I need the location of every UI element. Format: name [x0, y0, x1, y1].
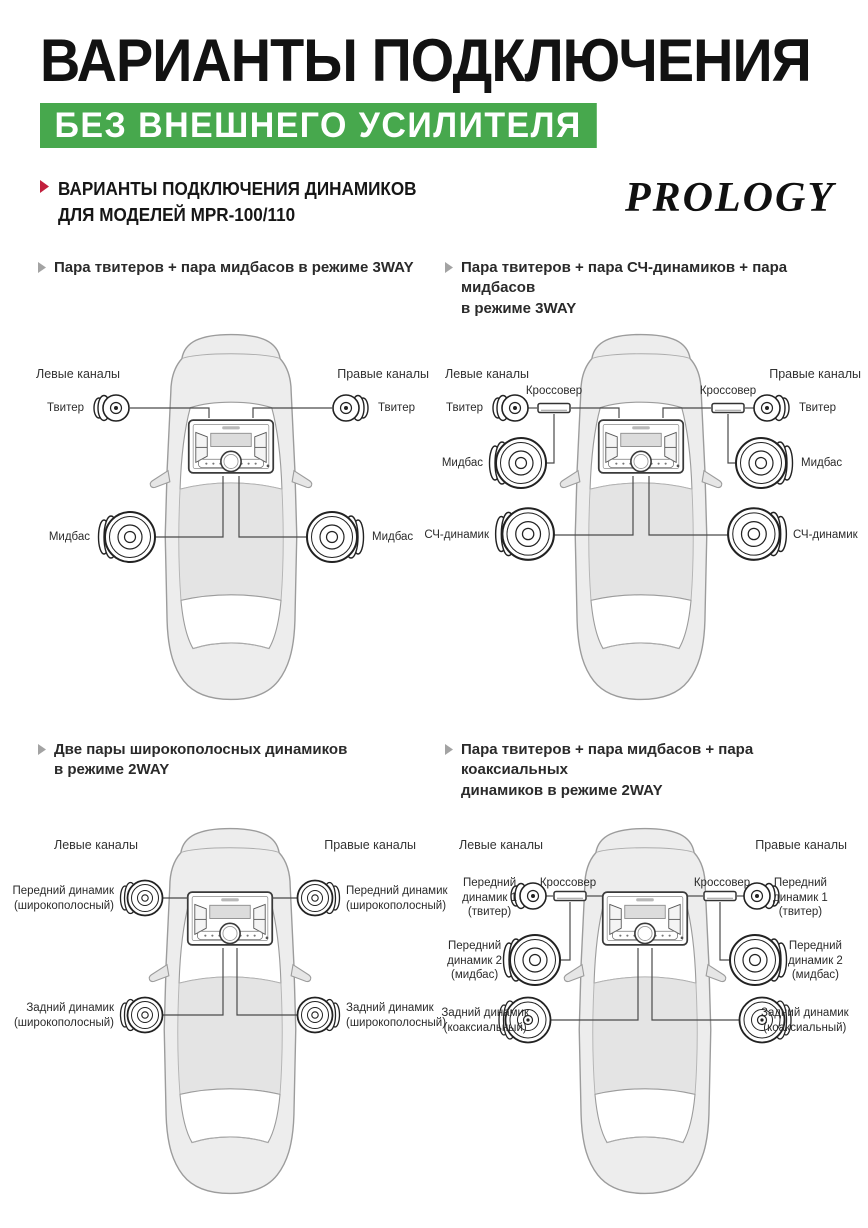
fullrange-speaker-rear — [298, 998, 340, 1033]
section-line1: ВАРИАНТЫ ПОДКЛЮЧЕНИЯ ДИНАМИКОВ — [58, 179, 417, 199]
head-unit — [188, 892, 272, 945]
rear-label-line1: Задний динамик — [346, 1002, 434, 1014]
rear-label-line1: Задний динамик — [26, 1002, 114, 1014]
diagram-q4 — [441, 812, 865, 1212]
crossover-box — [538, 404, 570, 413]
crossover-box — [712, 404, 744, 413]
rear-label-right — [761, 1006, 849, 1035]
midbass-speaker — [490, 438, 547, 488]
diagram-q3 — [12, 812, 448, 1212]
q1-heading — [38, 258, 433, 278]
midrange-label-left: СЧ-динамик — [424, 529, 489, 541]
crossover-box — [554, 892, 586, 901]
rear-line2: (коаксиальный) — [763, 1021, 847, 1034]
car-top-view — [150, 335, 311, 700]
brand-logo: PROLOGY — [625, 175, 835, 221]
midbass-label-right: Мидбас — [372, 531, 414, 543]
crossover-label-left: Кроссовер — [525, 385, 583, 397]
rear-label-line2: (широкополосный) — [346, 1016, 447, 1029]
rear-speaker-label-right — [346, 1001, 446, 1030]
front2-line2: динамик 2 — [788, 954, 843, 967]
crossover-label-right: Кроссовер — [693, 877, 751, 889]
midbass-label-left: Мидбас — [441, 457, 483, 469]
diagram-q2 — [424, 318, 865, 718]
front-label-line2: (широкополосный) — [13, 899, 114, 912]
left-channels-label: Левые каналы — [459, 838, 544, 852]
fullrange-speaker-front — [121, 881, 163, 916]
front1-line1: Передний — [773, 877, 827, 889]
midbass-speaker — [730, 935, 787, 985]
front2-line1: Передний — [448, 940, 502, 952]
front2-line3: (мидбас) — [791, 969, 839, 982]
rear-label-line2: (широкополосный) — [13, 1016, 114, 1029]
front1-line1: Передний — [463, 877, 517, 889]
tweeter-label-left: Твитер — [47, 402, 84, 414]
gray-arrow-icon — [445, 744, 453, 755]
car-top-view — [149, 829, 310, 1194]
head-unit — [599, 420, 683, 473]
front1-line2: динамик 1 — [462, 891, 517, 904]
front1-line2: динамик 1 — [773, 891, 828, 904]
tweeter-label-right: Твитер — [378, 402, 415, 414]
front-label-line2: (широкополосный) — [346, 899, 447, 912]
fullrange-speaker-rear — [121, 998, 163, 1033]
q3-title-line1: Две пары широкополосных динамиков — [54, 741, 348, 758]
q4-heading — [445, 740, 860, 801]
tweeter-label-left: Твитер — [446, 402, 483, 414]
crossover-label-right: Кроссовер — [699, 385, 757, 397]
midbass-label-left: Мидбас — [48, 531, 90, 543]
q2-title-line1: Пара твитеров + пара СЧ-динамиков + пара мидбасов — [461, 259, 788, 297]
midrange-speaker — [496, 508, 554, 560]
tweeter-speaker — [333, 395, 368, 421]
front-label-line1: Передний динамик — [12, 885, 114, 897]
front-speaker-label-right — [346, 884, 448, 913]
tweeter-speaker — [493, 395, 528, 421]
gray-arrow-icon — [38, 744, 46, 755]
midbass-speaker — [99, 512, 156, 562]
q3-heading — [38, 740, 433, 781]
section-line2: ДЛЯ МОДЕЛЕЙ MPR-100/110 — [58, 205, 296, 226]
q2-heading — [445, 258, 860, 319]
front1-label-right — [773, 876, 828, 920]
front2-line1: Передний — [788, 940, 842, 952]
right-channels-label: Правые каналы — [769, 367, 861, 381]
front1-line3: (твитер) — [778, 906, 823, 919]
front-label-line1: Передний динамик — [346, 885, 448, 897]
fullrange-speaker-front — [298, 881, 340, 916]
head-unit — [603, 892, 687, 945]
tweeter-speaker — [754, 395, 789, 421]
diagram-q1 — [30, 318, 435, 718]
front2-line3: (мидбас) — [450, 969, 499, 982]
section-heading — [40, 176, 435, 228]
right-channels-label: Правые каналы — [324, 838, 416, 852]
rear-line1: Задний динамик — [441, 1007, 529, 1019]
front2-label-right — [788, 939, 843, 983]
front2-line2: динамик 2 — [447, 954, 502, 967]
rear-label-left — [441, 1006, 529, 1035]
front1-label-left — [462, 876, 517, 920]
left-channels-label: Левые каналы — [36, 367, 121, 381]
q4-title-line1: Пара твитеров + пара мидбасов + пара коаксиальных — [461, 741, 754, 779]
midrange-speaker — [728, 508, 786, 560]
front2-label-left — [447, 939, 502, 983]
front1-line3: (твитер) — [467, 906, 512, 919]
q1-title: Пара твитеров + пара мидбасов в режиме 3WAY — [54, 259, 414, 276]
midbass-speaker — [307, 512, 364, 562]
q3-title-line2: в режиме 2WAY — [54, 761, 170, 779]
head-unit — [189, 420, 273, 473]
right-channels-label: Правые каналы — [337, 367, 429, 381]
subtitle-band: БЕЗ ВНЕШНЕГО УСИЛИТЕЛЯ — [40, 103, 596, 148]
left-channels-label: Левые каналы — [54, 838, 139, 852]
midbass-label-right: Мидбас — [801, 457, 843, 469]
midrange-label-right: СЧ-динамик — [793, 529, 858, 541]
gray-arrow-icon — [38, 262, 46, 273]
tweeter-label-right: Твитер — [799, 402, 836, 414]
q2-title-line2: в режиме 3WAY — [461, 299, 577, 317]
crossover-box — [704, 892, 736, 901]
left-channels-label: Левые каналы — [445, 367, 530, 381]
midbass-speaker — [736, 438, 793, 488]
crossover-label-left: Кроссовер — [539, 877, 597, 889]
q4-title-line2: динамиков в режиме 2WAY — [461, 781, 663, 799]
rear-line2: (коаксиальный) — [443, 1021, 527, 1034]
tweeter-speaker — [94, 395, 129, 421]
midbass-speaker — [504, 935, 561, 985]
section-heading-text — [58, 176, 416, 228]
rear-speaker-label-left — [14, 1001, 114, 1030]
gray-arrow-icon — [445, 262, 453, 273]
red-arrow-icon — [40, 180, 49, 193]
front-speaker-label-left — [12, 884, 114, 913]
right-channels-label: Правые каналы — [755, 838, 847, 852]
page-title: ВАРИАНТЫ ПОДКЛЮЧЕНИЯ — [40, 27, 811, 94]
rear-line1: Задний динамик — [761, 1007, 849, 1019]
